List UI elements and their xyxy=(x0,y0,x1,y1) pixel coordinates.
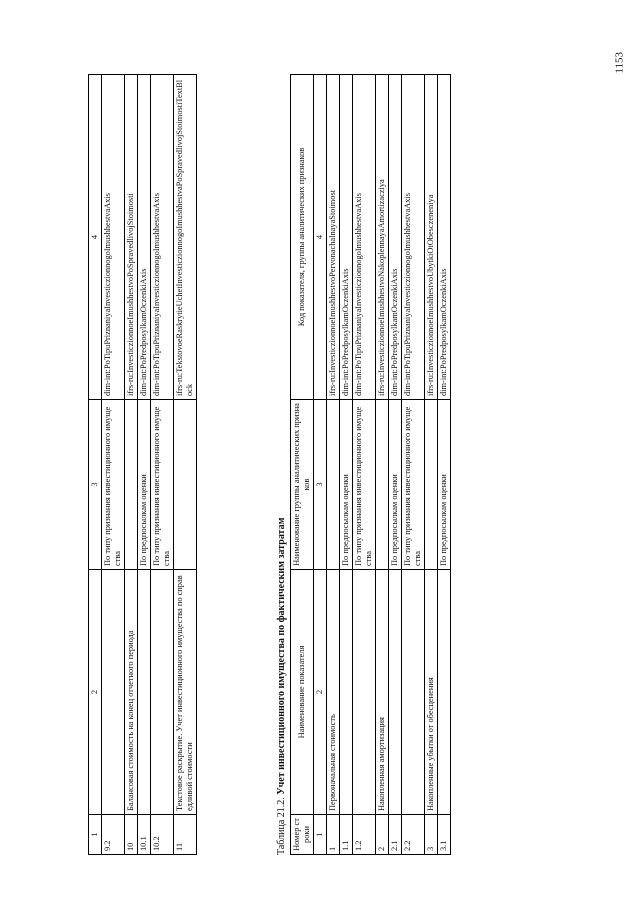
col-index-1: 1 xyxy=(89,815,102,855)
table-row xyxy=(389,75,402,855)
row-number: 2.2 xyxy=(402,815,425,855)
analytic-group: По типу признания инвестиционного имущества xyxy=(353,400,376,570)
page-number: 1153 xyxy=(614,52,626,74)
analytic-group: По предпосылкам оценки xyxy=(138,400,151,570)
table-row xyxy=(102,75,125,855)
row-number: 10 xyxy=(125,815,138,855)
indicator-name: Текстовое раскрытие. Учет инвестиционного имущества по справедливой стоимости xyxy=(174,570,197,815)
table-investment-fair-value-continued xyxy=(88,74,197,855)
table-row xyxy=(376,75,389,855)
rotated-page-content xyxy=(88,15,628,855)
analytic-group: По типу признания инвестиционного имущества xyxy=(151,400,174,570)
table-row xyxy=(174,75,197,855)
row-number: 2.1 xyxy=(389,815,402,855)
analytic-group: По предпосылкам оценки xyxy=(340,400,353,570)
indicator-code: ifrs-ru:TekstovoeRaskrytieUchetInvesticzionnogoImushhestvaPoSpravedlivojStoimostiTextBlock xyxy=(174,75,197,400)
header-indicator-name: Наименование показателя xyxy=(291,570,314,815)
indicator-code: dim-int:PoTipuPriznaniyaInvesticzionnogoImushhestvaAxis xyxy=(151,75,174,400)
table-index-row xyxy=(89,75,102,855)
row-number: 3 xyxy=(425,815,438,855)
col-index-3: 3 xyxy=(89,400,102,570)
row-number: 1.1 xyxy=(340,815,353,855)
col-index-1: 1 xyxy=(314,815,327,855)
indicator-name: Первоначальная стоимость xyxy=(327,570,340,815)
table-row xyxy=(425,75,438,855)
analytic-group: По типу признания инвестиционного имущества xyxy=(102,400,125,570)
col-index-2: 2 xyxy=(314,570,327,815)
indicator-code: ifrs-ru:InvesticzionnoeImushhestvoPoSpravedlivojStoimosti xyxy=(125,75,138,400)
indicator-name xyxy=(353,570,376,815)
table-row xyxy=(125,75,138,855)
row-number: 9.2 xyxy=(102,815,125,855)
indicator-name: Накопленная амортизация xyxy=(376,570,389,815)
header-indicator-code: Код показателя, группы аналитических признаков xyxy=(291,75,314,400)
table-row xyxy=(340,75,353,855)
row-number: 10.1 xyxy=(138,815,151,855)
indicator-code: ifrs-ru:InvesticzionnoeImushhestvoUbytkiOtObesczeneniya xyxy=(425,75,438,400)
indicator-code: dim-int:PoPredposylkamOczenkiAxis xyxy=(138,75,151,400)
indicator-name xyxy=(138,570,151,815)
table-index-row xyxy=(314,75,327,855)
indicator-name xyxy=(340,570,353,815)
row-number: 11 xyxy=(174,815,197,855)
indicator-name xyxy=(151,570,174,815)
indicator-name xyxy=(389,570,402,815)
indicator-code: dim-int:PoTipuPriznaniyaInvesticzionnogoImushhestvaAxis xyxy=(102,75,125,400)
row-number: 1.2 xyxy=(353,815,376,855)
indicator-code: ifrs-ru:InvesticzionnoeImushhestvoNakoplennayaAmortizacziya xyxy=(376,75,389,400)
indicator-name: Балансовая стоимость на конец отчетного периода xyxy=(125,570,138,815)
table-row xyxy=(438,75,451,855)
row-number: 2 xyxy=(376,815,389,855)
analytic-group xyxy=(327,400,340,570)
analytic-group xyxy=(174,400,197,570)
indicator-code: dim-int:PoTipuPriznaniyaInvesticzionnogoImushhestvaAxis xyxy=(402,75,425,400)
analytic-group xyxy=(125,400,138,570)
analytic-group: По типу признания инвестиционного имущества xyxy=(402,400,425,570)
table-caption xyxy=(276,75,287,855)
indicator-name xyxy=(402,570,425,815)
row-number: 1 xyxy=(327,815,340,855)
analytic-group xyxy=(376,400,389,570)
indicator-name: Накопленные убытки от обесценения xyxy=(425,570,438,815)
table-row xyxy=(138,75,151,855)
indicator-name xyxy=(438,570,451,815)
row-number: 3.1 xyxy=(438,815,451,855)
analytic-group xyxy=(425,400,438,570)
indicator-code: ifrs-ru:InvesticzionnoeImushhestvoPervonachalnayaStoimost xyxy=(327,75,340,400)
table-header-row xyxy=(291,75,314,855)
indicator-code: dim-int:PoPredposylkamOczenkiAxis xyxy=(340,75,353,400)
table-row xyxy=(353,75,376,855)
indicator-name xyxy=(102,570,125,815)
indicator-code: dim-int:PoPredposylkamOczenkiAxis xyxy=(438,75,451,400)
caption-title: Учет инвестиционного имущества по фактическим затратам xyxy=(276,517,287,795)
col-index-4: 4 xyxy=(89,75,102,400)
indicator-code: dim-int:PoPredposylkamOczenkiAxis xyxy=(389,75,402,400)
header-row-number: Номер строки xyxy=(291,815,314,855)
analytic-group: По предпосылкам оценки xyxy=(438,400,451,570)
indicator-code: dim-int:PoTipuPriznaniyaInvesticzionnogoImushhestvaAxis xyxy=(353,75,376,400)
row-number: 10.2 xyxy=(151,815,174,855)
col-index-2: 2 xyxy=(89,570,102,815)
table-row xyxy=(151,75,174,855)
table-row xyxy=(402,75,425,855)
col-index-4: 4 xyxy=(314,75,327,400)
header-analytic-group: Наименование группы аналитических признаков xyxy=(291,400,314,570)
analytic-group: По предпосылкам оценки xyxy=(389,400,402,570)
table-investment-actual-cost xyxy=(290,74,451,855)
col-index-3: 3 xyxy=(314,400,327,570)
table-row xyxy=(327,75,340,855)
caption-prefix: Таблица 21.2. xyxy=(276,794,287,855)
